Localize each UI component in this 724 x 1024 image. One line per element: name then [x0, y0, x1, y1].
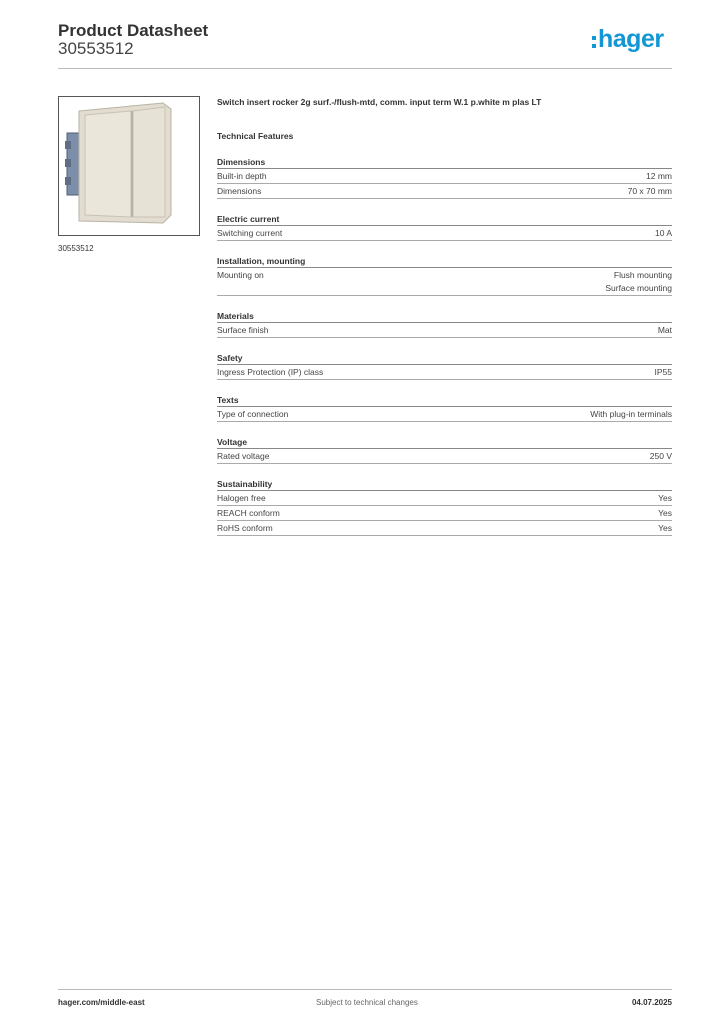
feature-label: REACH conform	[217, 508, 280, 518]
logo-dot-bottom	[592, 44, 596, 48]
feature-value-line: Yes	[658, 493, 672, 503]
feature-value-line: 70 x 70 mm	[627, 186, 672, 196]
page-title: Product Datasheet	[58, 21, 209, 40]
footer-date: 04.07.2025	[631, 998, 672, 1007]
feature-value	[655, 366, 673, 379]
feature-label: Surface finish	[217, 325, 269, 335]
feature-value	[658, 522, 672, 535]
technical-features-title: Technical Features	[217, 131, 294, 141]
product-number: 30553512	[58, 39, 134, 58]
datasheet-content	[217, 96, 672, 536]
feature-value-line: 250 V	[649, 451, 672, 461]
footer-website: hager.com/middle-east	[58, 998, 145, 1007]
feature-value-line: 10 A	[654, 228, 672, 238]
feature-label: Type of connection	[217, 409, 289, 419]
section-dimensions	[217, 156, 672, 199]
feature-value-line: Mat	[657, 325, 672, 335]
section-installation-mounting	[217, 255, 672, 296]
feature-row	[217, 226, 672, 241]
feature-value	[658, 507, 672, 520]
feature-row	[217, 323, 672, 338]
feature-row	[217, 491, 672, 506]
feature-value-line: Flush mounting	[613, 270, 672, 280]
section-heading: Sustainability	[217, 478, 672, 491]
feature-label: Built-in depth	[217, 171, 267, 181]
feature-label: Halogen free	[217, 493, 266, 503]
feature-value-line: Surface mounting	[605, 283, 672, 293]
section-heading: Dimensions	[217, 156, 672, 169]
feature-value-line: Yes	[658, 523, 672, 533]
feature-value	[646, 170, 672, 183]
feature-label: Switching current	[217, 228, 283, 238]
feature-row	[217, 449, 672, 464]
section-heading: Installation, mounting	[217, 255, 672, 268]
feature-value	[628, 185, 672, 198]
feature-value	[650, 450, 672, 463]
feature-value-line: Yes	[658, 508, 672, 518]
section-texts	[217, 394, 672, 422]
section-heading: Materials	[217, 310, 672, 323]
feature-sections	[217, 156, 672, 536]
section-safety	[217, 352, 672, 380]
section-heading: Safety	[217, 352, 672, 365]
feature-label: Ingress Protection (IP) class	[217, 367, 324, 377]
product-image	[58, 96, 200, 236]
footer-notice: Subject to technical changes	[316, 998, 418, 1007]
feature-row	[217, 407, 672, 422]
feature-row	[217, 169, 672, 184]
section-heading: Electric current	[217, 213, 672, 226]
section-electric-current	[217, 213, 672, 241]
feature-row	[217, 521, 672, 536]
feature-value	[590, 408, 672, 421]
feature-value-line: IP55	[654, 367, 672, 377]
feature-row	[217, 184, 672, 199]
logo-dot-top	[592, 36, 596, 40]
feature-label: Dimensions	[217, 186, 262, 196]
feature-row	[217, 268, 672, 296]
product-title: Switch insert rocker 2g surf.-/flush-mtd, comm. input term W.1 p.white m plas LT	[217, 97, 542, 107]
section-materials	[217, 310, 672, 338]
section-heading: Texts	[217, 394, 672, 407]
section-heading: Voltage	[217, 436, 672, 449]
feature-row	[217, 506, 672, 521]
feature-row	[217, 365, 672, 380]
feature-value-line: With plug-in terminals	[590, 409, 672, 419]
image-caption: 30553512	[58, 244, 94, 253]
section-voltage	[217, 436, 672, 464]
switch-illustration	[59, 97, 199, 235]
feature-value	[658, 324, 672, 337]
feature-label: RoHS conform	[217, 523, 273, 533]
feature-value	[655, 227, 672, 240]
header-divider	[58, 68, 672, 69]
feature-value	[658, 492, 672, 505]
footer-divider	[58, 989, 672, 990]
section-sustainability	[217, 478, 672, 536]
logo-text: hager	[598, 25, 664, 53]
feature-label: Mounting on	[217, 270, 264, 280]
hager-logo	[592, 27, 674, 57]
feature-value-line: 12 mm	[646, 171, 672, 181]
feature-value	[605, 269, 672, 295]
feature-label: Rated voltage	[217, 451, 270, 461]
